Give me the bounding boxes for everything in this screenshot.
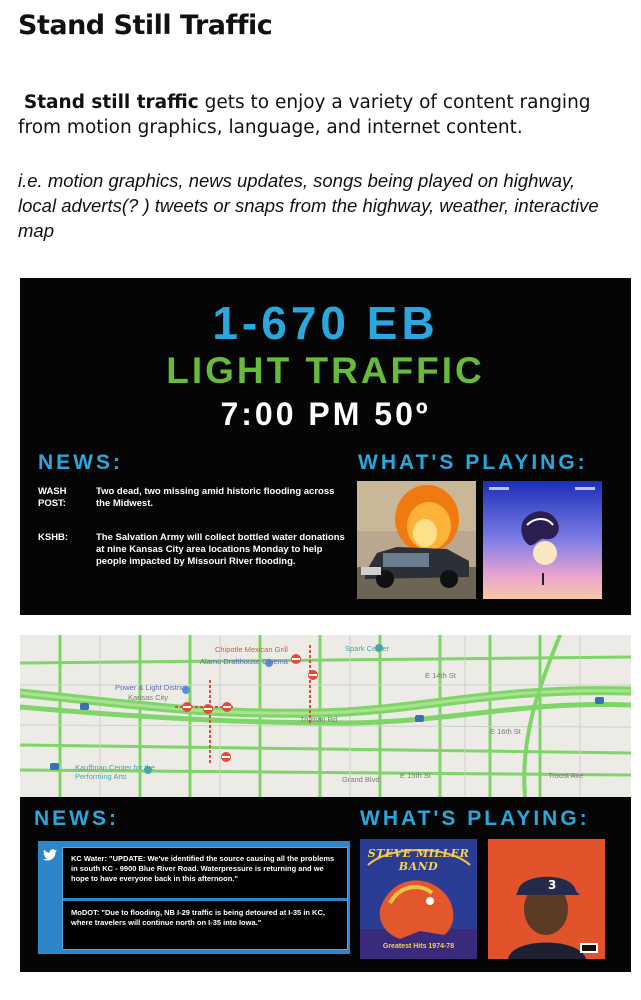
news-header: NEWS:	[34, 807, 119, 830]
billboard-top	[20, 278, 631, 615]
news-text: Two dead, two missing amid historic flooding across the Midwest.	[96, 486, 335, 509]
map-label-16th: E 16th St	[490, 727, 521, 736]
svg-text:3: 3	[548, 878, 557, 892]
interactive-map[interactable]	[20, 635, 631, 797]
intro-bold: Stand still traffic	[23, 92, 199, 113]
album-cover-portrait	[488, 839, 605, 959]
whats-playing-header: WHAT'S PLAYING:	[360, 807, 590, 830]
route-label: 1-670 EB	[212, 297, 439, 349]
map-label-spark-center: Spark Center	[345, 644, 390, 653]
pastel-album-image	[483, 481, 602, 599]
twitter-icon	[43, 849, 57, 861]
album-band-name: STEVE MILLER BAND	[367, 847, 470, 873]
map-label-kauffman: Kauffman Center for the Performing Arts	[75, 763, 155, 781]
map-label-truman: Truman Rd	[300, 715, 338, 724]
map-label-grand: Grand Blvd	[342, 775, 380, 784]
map-label-kc: Kansas City	[128, 693, 169, 702]
album-cover-pastel	[483, 481, 602, 599]
intro-text: gets to enjoy a variety of content ranging from motion graphics, language, and internet content.	[18, 92, 591, 138]
billboard-bottom	[20, 797, 631, 972]
map-label-troost: Troost Ave	[548, 771, 584, 780]
whats-playing-header: WHAT'S PLAYING:	[358, 451, 588, 474]
burning-car-image	[357, 481, 476, 599]
tweet-panel	[38, 841, 350, 954]
tweet-list	[62, 847, 348, 950]
album-cover-steve-miller	[360, 839, 477, 959]
tweet-modot: MoDOT: "Due to flooding, NB I-29 traffic is being detoured at I-35 in KC, where travelers will continue north on I-35 into Iowa."	[71, 908, 325, 927]
map-label-15th: E 15th St	[400, 771, 431, 780]
news-header: NEWS:	[38, 451, 123, 474]
time-temperature: 7:00 PM 50º	[220, 396, 431, 432]
map-label-14th: E 14th St	[425, 671, 456, 680]
news-text: The Salvation Army will collect bottled water donations at nine Kansas City area locations Monday to help people impacted by Missouri River flooding.	[96, 532, 345, 567]
traffic-status: LIGHT TRAFFIC	[166, 350, 485, 391]
news-source: KSHB:	[38, 532, 69, 543]
portrait-album-image	[488, 839, 605, 959]
tweet-kc-water: KC Water: "UPDATE: We've identified the source causing all the problems in south KC - 9900 Blue River Road. Waterpressure is returning and we hope to have everyone back in this afternoon."	[71, 854, 335, 883]
news-item	[38, 532, 358, 584]
page-title: Stand Still Traffic	[18, 10, 273, 41]
album-cover-burning-car	[357, 481, 476, 599]
news-source: WASH POST:	[38, 486, 67, 509]
examples-paragraph: i.e. motion graphics, news updates, songs being played on highway, local adverts(? ) tweets or snaps from the highway, weather, interactive map	[18, 170, 599, 241]
news-item	[38, 486, 358, 516]
map-label-alamo: Alamo Drafthouse Cinema	[200, 657, 288, 666]
tweet-divider	[63, 898, 347, 901]
map-label-chipotle: Chipotle Mexican Grill	[215, 645, 288, 654]
intro-paragraph	[18, 90, 618, 140]
map-label-power-light: Power & Light District	[115, 683, 187, 692]
album-subtitle: Greatest Hits 1974-78	[382, 943, 455, 950]
